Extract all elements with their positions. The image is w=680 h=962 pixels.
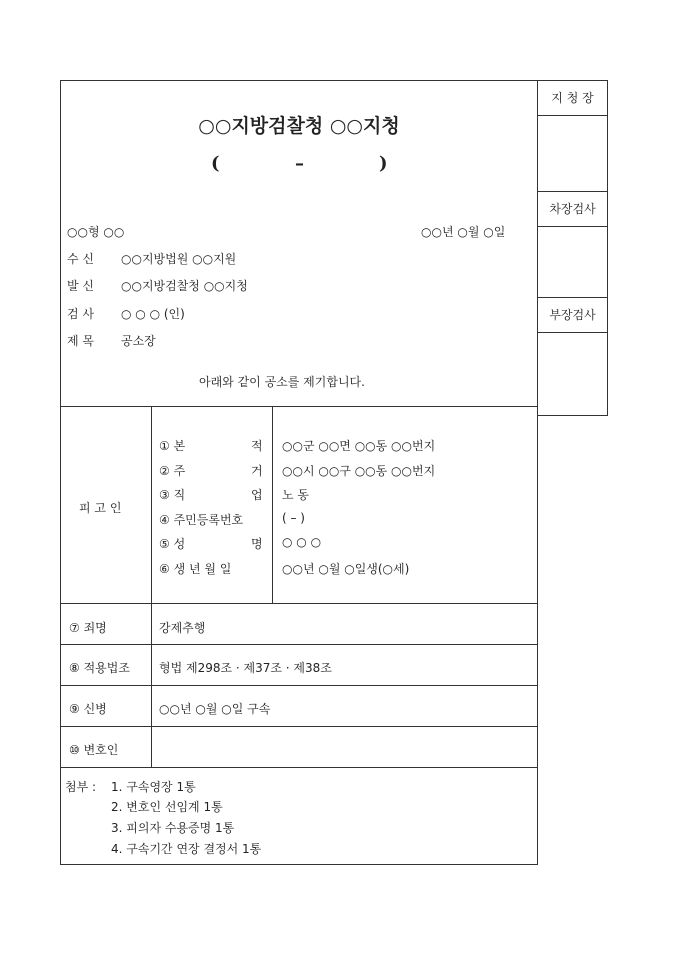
divider-field-col xyxy=(272,406,273,603)
recipient-label: 수 신 xyxy=(67,252,94,266)
field-label-name-end: 명 xyxy=(251,537,263,551)
field-value-resident-id: ( – ) xyxy=(282,511,305,525)
crime-value: 강제추행 xyxy=(159,621,206,635)
divider-counsel-top xyxy=(61,726,538,727)
attachment-item: 1. 구속영장 1통 xyxy=(111,780,196,794)
divider-custody-top xyxy=(61,685,538,686)
defendant-section-label: 피 고 인 xyxy=(79,501,122,515)
approval-chief-label: 지 청 장 xyxy=(538,81,607,116)
case-paren-dash: – xyxy=(295,153,304,174)
field-value-domicile: ○○군 ○○면 ○○동 ○○번지 xyxy=(282,439,436,453)
field-value-residence: ○○시 ○○구 ○○동 ○○번지 xyxy=(282,464,436,478)
field-label-domicile: ① 본 xyxy=(159,439,186,453)
custody-label: ⑨ 신병 xyxy=(69,702,107,716)
office-title: ○○지방검찰청 ○○지청 xyxy=(198,115,400,137)
divider-law-top xyxy=(61,644,538,645)
approval-column xyxy=(538,80,608,416)
divider-defendant-top xyxy=(61,406,538,407)
divider-crime-top xyxy=(61,603,538,604)
field-value-birthdate: ○○년 ○월 ○일생(○세) xyxy=(282,562,410,576)
sender-label: 발 신 xyxy=(67,279,94,293)
field-label-occupation: ③ 직 xyxy=(159,488,186,502)
field-label-residence: ② 주 xyxy=(159,464,186,478)
attachment-item: 2. 변호인 선임계 1통 xyxy=(111,800,223,814)
approval-deputy-label: 차장검사 xyxy=(538,192,607,227)
field-value-name: ○ ○ ○ xyxy=(282,535,322,549)
prosecutor-label: 검 사 xyxy=(67,307,94,321)
field-label-resident-id: ④ 주민등록번호 xyxy=(159,513,244,527)
statement: 아래와 같이 공소를 제기합니다. xyxy=(199,375,365,389)
field-value-occupation: 노 동 xyxy=(282,488,309,502)
crime-label: ⑦ 죄명 xyxy=(69,621,107,635)
subject-label: 제 목 xyxy=(67,334,94,348)
law-label: ⑧ 적용법조 xyxy=(69,661,130,675)
subject: 공소장 xyxy=(121,334,156,348)
divider-label-col xyxy=(151,406,152,767)
prosecutor: ○ ○ ○ (인) xyxy=(121,307,185,321)
sender: ○○지방검찰청 ○○지청 xyxy=(121,279,248,293)
field-label-birthdate: ⑥ 생 년 월 일 xyxy=(159,562,232,576)
case-paren-open: ( xyxy=(211,153,220,174)
attachment-item: 3. 피의자 수용증명 1통 xyxy=(111,821,235,835)
recipient: ○○지방법원 ○○지원 xyxy=(121,252,237,266)
field-label-name: ⑤ 성 xyxy=(159,537,186,551)
approval-department-label: 부장검사 xyxy=(538,298,607,333)
field-label-residence-end: 거 xyxy=(251,464,263,478)
case-number: ○○형 ○○ xyxy=(67,225,125,239)
law-value: 형법 제298조 · 제37조 · 제38조 xyxy=(159,661,332,675)
custody-value: ○○년 ○월 ○일 구속 xyxy=(159,702,271,716)
divider-attachments-top xyxy=(61,767,538,768)
attachment-item: 4. 구속기간 연장 결정서 1통 xyxy=(111,842,262,856)
indictment-form xyxy=(60,80,538,865)
issue-date: ○○년 ○월 ○일 xyxy=(421,225,506,239)
counsel-label: ⑩ 변호인 xyxy=(69,743,119,757)
attachments-label: 첨부 : xyxy=(65,780,97,794)
field-label-domicile-end: 적 xyxy=(251,439,263,453)
case-paren-close: ) xyxy=(379,153,388,174)
field-label-occupation-end: 업 xyxy=(251,488,263,502)
